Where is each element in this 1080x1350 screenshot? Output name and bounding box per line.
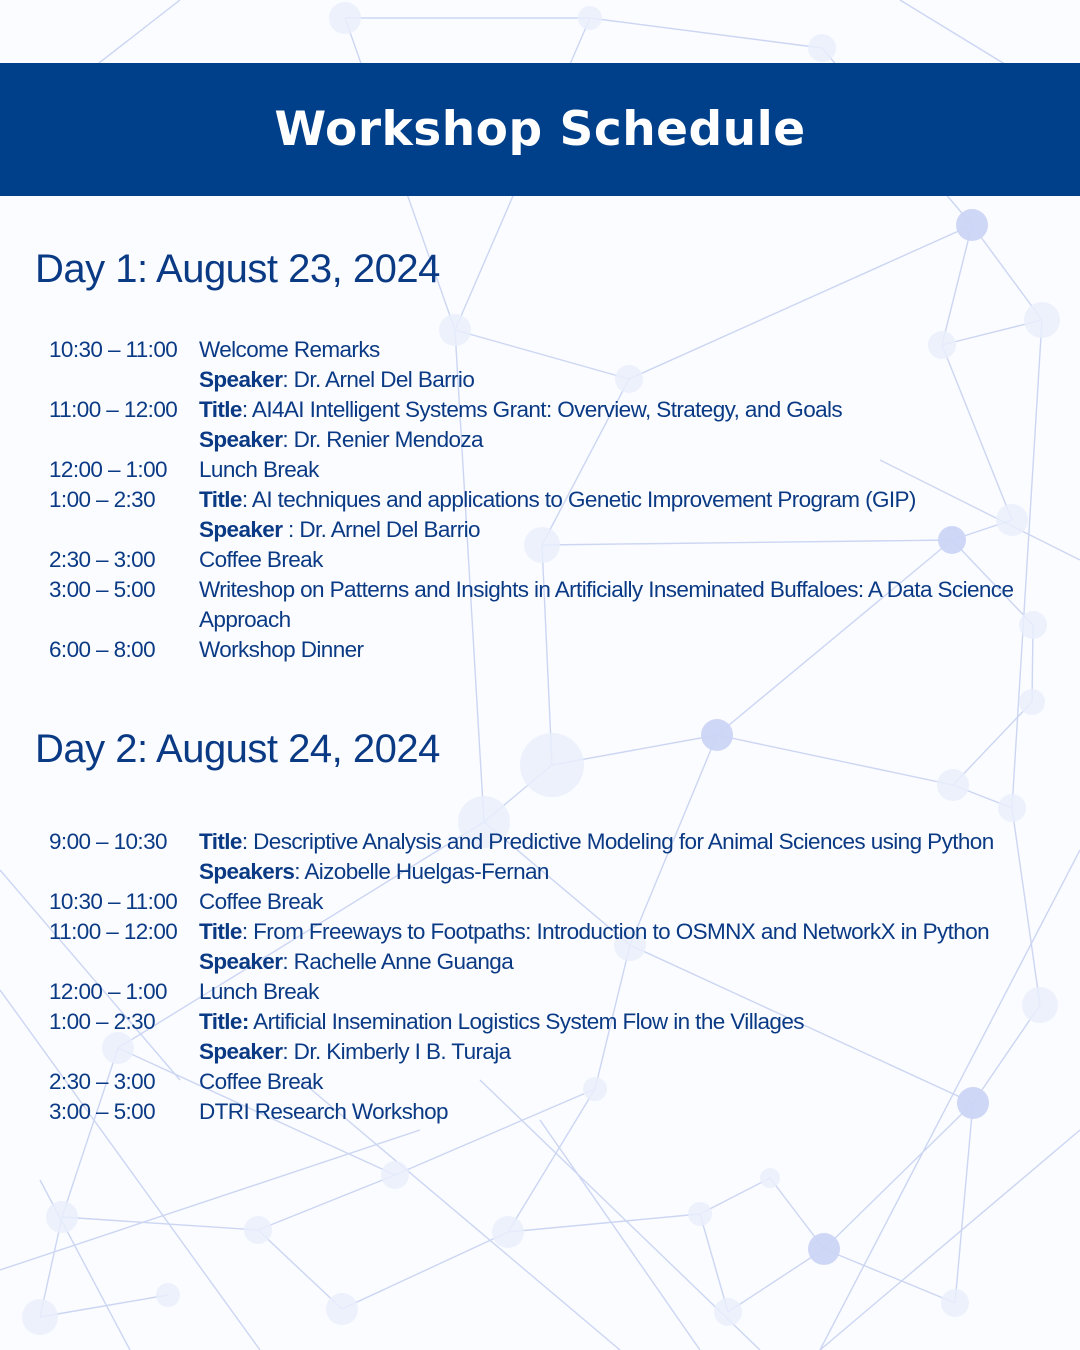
network-link bbox=[728, 1249, 824, 1312]
schedule-row bbox=[0, 635, 1080, 665]
row-time: 12:00 – 1:00 bbox=[49, 457, 167, 482]
row-description bbox=[199, 635, 363, 665]
row-time: 11:00 – 12:00 bbox=[49, 919, 178, 944]
schedule-row bbox=[0, 1007, 1080, 1037]
row-time: 3:00 – 5:00 bbox=[49, 577, 155, 602]
network-node bbox=[941, 1289, 969, 1317]
row-time: 11:00 – 12:00 bbox=[49, 397, 178, 422]
schedule-row bbox=[0, 365, 1080, 395]
row-description bbox=[199, 425, 483, 455]
network-node bbox=[46, 1201, 78, 1233]
row-text: DTRI Research Workshop bbox=[199, 1099, 448, 1124]
row-time: 10:30 – 11:00 bbox=[49, 889, 178, 914]
network-node bbox=[1019, 689, 1045, 715]
network-link bbox=[342, 1232, 508, 1309]
row-label: Speaker bbox=[199, 517, 283, 542]
row-text: : Dr. Kimberly I B. Turaja bbox=[282, 1039, 511, 1064]
row-description bbox=[199, 515, 480, 545]
row-description bbox=[199, 365, 474, 395]
row-text: Artificial Insemination Logistics System Flow in the Villages bbox=[248, 1009, 804, 1034]
network-link bbox=[700, 1214, 728, 1312]
schedule-row bbox=[0, 1037, 1080, 1067]
row-time: 6:00 – 8:00 bbox=[49, 637, 155, 662]
row-text: : Dr. Arnel Del Barrio bbox=[282, 517, 480, 542]
schedule-row bbox=[0, 455, 1080, 485]
network-link bbox=[942, 225, 972, 345]
row-label: Title bbox=[199, 397, 242, 422]
network-link bbox=[258, 1230, 342, 1309]
network-node bbox=[520, 733, 584, 797]
page-title: Workshop Schedule bbox=[274, 102, 806, 157]
network-link bbox=[40, 1295, 168, 1317]
row-time: 2:30 – 3:00 bbox=[49, 547, 155, 572]
network-node bbox=[22, 1299, 58, 1335]
network-node bbox=[701, 719, 733, 751]
schedule-row bbox=[0, 515, 1080, 545]
network-link bbox=[540, 1120, 700, 1350]
row-text: : Aizobelle Huelgas-Fernan bbox=[294, 859, 549, 884]
network-node bbox=[956, 209, 988, 241]
network-node bbox=[492, 1216, 524, 1248]
network-node bbox=[688, 1202, 712, 1226]
row-description bbox=[199, 977, 319, 1007]
network-node bbox=[578, 6, 602, 30]
schedule-row bbox=[0, 917, 1080, 947]
row-time: 3:00 – 5:00 bbox=[49, 1099, 155, 1124]
row-label: Speaker bbox=[199, 367, 283, 392]
network-node bbox=[156, 1283, 180, 1307]
row-text: Approach bbox=[199, 607, 291, 632]
network-node bbox=[329, 2, 361, 34]
row-time: 9:00 – 10:30 bbox=[49, 829, 167, 854]
row-label: Title bbox=[199, 829, 242, 854]
row-description bbox=[199, 917, 989, 947]
day-1-heading: Day 1: August 23, 2024 bbox=[35, 247, 440, 291]
schedule-row bbox=[0, 1067, 1080, 1097]
network-link bbox=[590, 18, 822, 48]
schedule-row bbox=[0, 545, 1080, 575]
schedule-row bbox=[0, 947, 1080, 977]
row-text: : Descriptive Analysis and Predictive Modeling for Animal Sciences using Python bbox=[241, 829, 994, 854]
network-link bbox=[824, 1249, 955, 1303]
row-description bbox=[199, 335, 380, 365]
row-text: : AI techniques and applications to Genetic Improvement Program (GIP) bbox=[241, 487, 916, 512]
row-description bbox=[199, 485, 916, 515]
row-label: Title bbox=[199, 919, 242, 944]
row-label: Speakers bbox=[199, 859, 295, 884]
row-label: Speaker bbox=[199, 949, 283, 974]
row-time: 2:30 – 3:00 bbox=[49, 1069, 155, 1094]
network-node bbox=[760, 1168, 780, 1188]
row-text: Coffee Break bbox=[199, 1069, 323, 1094]
network-node bbox=[326, 1293, 358, 1325]
row-text: : From Freeways to Footpaths: Introduction to OSMNX and NetworkX in Python bbox=[241, 919, 990, 944]
schedule-row bbox=[0, 575, 1080, 605]
schedule-row bbox=[0, 887, 1080, 917]
row-description bbox=[199, 1037, 511, 1067]
network-link bbox=[953, 702, 1032, 785]
row-text: Workshop Dinner bbox=[199, 637, 364, 662]
row-text: : AI4AI Intelligent Systems Grant: Overview, Strategy, and Goals bbox=[241, 397, 843, 422]
row-description bbox=[199, 1097, 448, 1127]
row-label: Title: bbox=[199, 1009, 249, 1034]
row-label: Speaker bbox=[199, 427, 283, 452]
network-node bbox=[808, 34, 836, 62]
schedule-row bbox=[0, 335, 1080, 365]
row-text: Lunch Break bbox=[199, 457, 319, 482]
row-description bbox=[199, 455, 319, 485]
row-description bbox=[199, 575, 1013, 605]
row-time: 10:30 – 11:00 bbox=[49, 337, 178, 362]
row-text: Coffee Break bbox=[199, 547, 323, 572]
network-link bbox=[820, 1130, 1080, 1350]
day-2-heading: Day 2: August 24, 2024 bbox=[35, 727, 440, 771]
network-link bbox=[258, 1175, 395, 1230]
title-banner bbox=[0, 63, 1080, 196]
row-text: Lunch Break bbox=[199, 979, 319, 1004]
network-link bbox=[62, 1217, 258, 1230]
schedule-row bbox=[0, 977, 1080, 1007]
network-node bbox=[714, 1298, 742, 1326]
row-description bbox=[199, 947, 513, 977]
row-time: 1:00 – 2:30 bbox=[49, 1009, 155, 1034]
schedule-row bbox=[0, 485, 1080, 515]
row-description bbox=[199, 395, 842, 425]
row-text: : Rachelle Anne Guanga bbox=[282, 949, 514, 974]
network-link bbox=[955, 1103, 973, 1303]
row-time: 12:00 – 1:00 bbox=[49, 979, 167, 1004]
row-description bbox=[199, 1067, 323, 1097]
row-description bbox=[199, 605, 291, 635]
network-node bbox=[244, 1216, 272, 1244]
row-description bbox=[199, 1007, 804, 1037]
schedule-row bbox=[0, 857, 1080, 887]
row-description bbox=[199, 887, 323, 917]
schedule-row bbox=[0, 395, 1080, 425]
row-text: Writeshop on Patterns and Insights in Artificially Inseminated Buffaloes: A Data Science bbox=[199, 577, 1014, 602]
row-time: 1:00 – 2:30 bbox=[49, 487, 155, 512]
network-link bbox=[717, 735, 953, 785]
row-text: : Dr. Arnel Del Barrio bbox=[282, 367, 475, 392]
row-description bbox=[199, 827, 994, 857]
row-text: : Dr. Renier Mendoza bbox=[282, 427, 483, 452]
network-node bbox=[381, 1161, 409, 1189]
row-label: Speaker bbox=[199, 1039, 283, 1064]
schedule-row bbox=[0, 1097, 1080, 1127]
row-text: Coffee Break bbox=[199, 889, 323, 914]
network-node bbox=[808, 1233, 840, 1265]
network-link bbox=[0, 1130, 420, 1270]
schedule-row bbox=[0, 425, 1080, 455]
network-node bbox=[1024, 302, 1060, 338]
schedule-row bbox=[0, 827, 1080, 857]
row-label: Title bbox=[199, 487, 242, 512]
row-description bbox=[199, 545, 323, 575]
network-link bbox=[508, 1214, 700, 1232]
network-node bbox=[937, 769, 969, 801]
network-node bbox=[998, 794, 1026, 822]
schedule-row bbox=[0, 605, 1080, 635]
row-description bbox=[199, 857, 549, 887]
row-text: Welcome Remarks bbox=[199, 337, 380, 362]
